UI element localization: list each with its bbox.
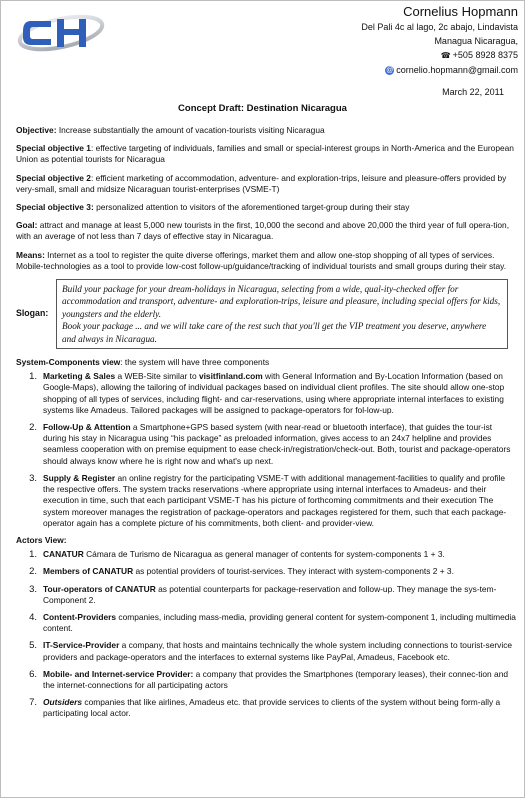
list-item: 2. Members of CANATUR as potential providers of tourist-services. They interact with system-components 2 + 3.: [29, 566, 454, 578]
slogan-box: [56, 279, 508, 349]
ch-logo-icon: [17, 11, 105, 55]
phone-number: +505 8928 8375: [452, 50, 518, 60]
system-view-heading: System-Components view: the system will have three components: [16, 357, 270, 368]
letterhead: [361, 4, 518, 77]
list-item: 1. Marketing & Sales a WEB-Site similar to visitfinland.com with General Information and By-Location Information (based on Google-Maps), allowing the tailoring of individual packages based on individual client profiles. The site should allow one-stop shopping of all types of services, including flight- and car-reservations, using where appropriate internal interfaces to existing systems like Amadeus. Tailored packages will be assigned to package-operators for fol-low-up.: [29, 371, 505, 415]
sender-name: Cornelius Hopmann: [403, 4, 518, 19]
system-components-list: [16, 371, 516, 529]
phone-icon: ☎: [440, 51, 451, 60]
document-title: Concept Draft: Destination Nicaragua: [178, 103, 347, 114]
list-item: 1. CANATUR Cámara de Turismo de Nicaragua as general manager of contents for system-components 1 + 3.: [29, 549, 445, 561]
actors-list: [16, 549, 516, 719]
actors-view-heading: Actors View:: [16, 534, 67, 545]
list-item: 4. Content-Providers companies, including mass-media, providing general content for system-component 1, including multimedia content.: [29, 611, 516, 634]
slogan-label: Slogan:: [16, 308, 49, 319]
objective-paragraph: Objective: Increase substantially the amount of vacation-tourists visiting Nicaragua: [16, 125, 325, 135]
special-objective-2: Special objective 2: efficient marketing of accommodation, adventure- and exploration-trips, leisure and pleasure-offers provided by very-small, small and midsize Nicaraguan tourist-enterprises (VSME-T): [16, 172, 507, 194]
email-address: cornelio.hopmann@gmail.com: [396, 65, 518, 75]
goal-paragraph: Goal: attract and manage at least 5,000 new tourists in the first, 10,000 the second and above 20,000 the third year of full opera-tion, with an average of not less than 7 days of effective stay in Nicaragua.: [16, 220, 510, 242]
slogan-line-1: Build your package for your dream-holidays in Nicaragua, selecting from a wide, qual-ity-checked offer for accommodation and transport, adventure- and exploration-trips, leisure and pleasure, including special offers for kids, youngsters and the elderly.: [62, 284, 501, 319]
email-row: [361, 63, 518, 77]
phone-row: [361, 48, 518, 63]
slogan-line-2: Book your package ... and we will take care of the rest such that you'll get the VIP treatment you deserve, anywhere and always in Nicaragua.: [62, 321, 487, 344]
list-item: 6. Mobile- and Internet-service Provider: a company that provides the Smartphones (temporary leases), their connec-tion and the internet-connections for all participating actors: [29, 668, 509, 690]
document-body: [16, 125, 516, 726]
email-icon: @: [386, 66, 394, 74]
special-objective-3: Special objective 3: personalized attention to visitors of the aforementioned target-group during their stay: [16, 202, 410, 213]
list-item: 3. Tour-operators of CANATUR as potential counterparts for package-reservation and follow-up. They manage the sys-tem-Component 2.: [29, 583, 497, 605]
special-objective-1: Special objective 1: effective targeting of individuals, families and small or special-interest groups in North-America and the European Union as potential tourists for Nicaragua: [16, 143, 514, 165]
slogan-section: [16, 279, 516, 349]
list-item: 2. Follow-Up & Attention a Smartphone+GPS based system (with near-read or bluetooth interface), that guides the tour-ist during his stay in Nicaragua using “his package” as preloaded information, gives access to an 24x7 helpline and provides seamless cooperation with on premise equipment to ease check-in/registration/check-out. Both, tourist and package-operators should always know where he is right now and what's up next.: [29, 422, 511, 466]
list-item: 3. Supply & Register an online registry for the participating VSME-T with additional management-facilities to qualify and profile the respective offers. The system tracks reservations -where appropriate using internal interfaces to Amadeus- and their execution in time, such that each participant VSME-T has his picture of forthcoming commitments and their execution The system moreover manages the registration of package-operators and packages registered for them, such that each package-operator again has a complete picture of his commitments, both client- and provider-view.: [29, 472, 507, 528]
address-line-1: Del Pali 4c al lago, 2c abajo, Lindavista: [361, 22, 518, 32]
means-paragraph: Means: Internet as a tool to register the quite diverse offerings, market them and allow one-stop shopping of all types of services. Mobile-technologies as a tool to provide low-cost follow-up/guidance/tracking of individual tourists and small groups during their stay.: [16, 249, 507, 271]
list-item: 5. IT-Service-Provider a company, that hosts and maintains technically the whole system including connections to tourist-service providers and package-operators and the interfaces to external systems like PayPal, Amadeus, Facebook etc.: [29, 640, 513, 662]
address-line-2: Managua Nicaragua,: [434, 36, 518, 46]
list-item: 7. Outsiders companies that like airlines, Amadeus etc. that provide services to clients of the system without being form-ally a participating local actor.: [29, 697, 501, 719]
document-date: March 22, 2011: [442, 87, 504, 97]
